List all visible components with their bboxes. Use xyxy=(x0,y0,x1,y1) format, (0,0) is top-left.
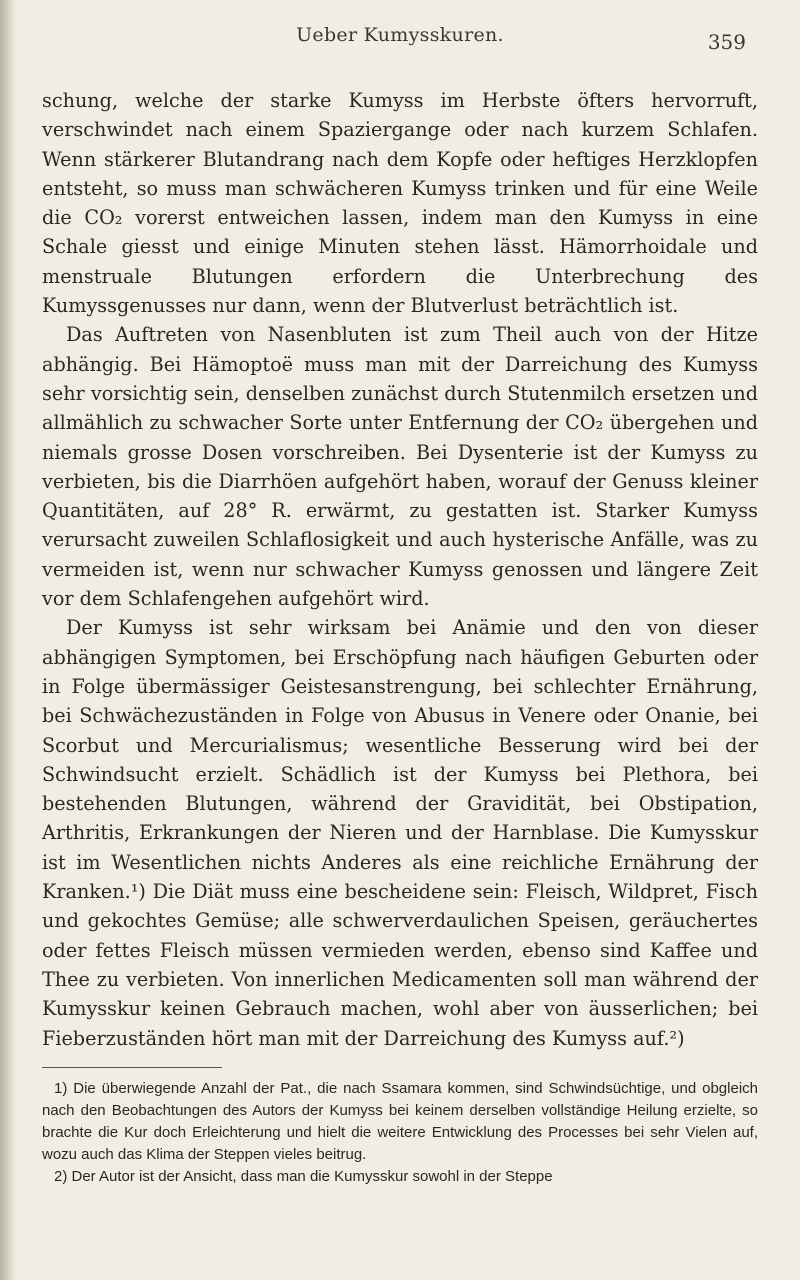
running-head xyxy=(42,24,758,64)
body-text xyxy=(42,86,758,1053)
book-page xyxy=(42,24,758,1188)
footnotes xyxy=(42,1078,758,1188)
footnote-2: 2) Der Autor ist der Ansicht, dass man die Kumysskur sowohl in der Steppe xyxy=(54,1167,553,1185)
paragraph-1: schung, welche der starke Kumyss im Herbste öfters hervorruft, verschwindet nach einem Spaziergange oder nach kurzem Schlafen. Wenn stärkerer Blutandrang nach dem Kopfe oder heftiges Herzklopfen entsteht, so muss man schwächeren Kumyss trinken und für eine Weile die CO₂ vorerst entweichen lassen, indem man den Kumyss in eine Schale giesst und einige Minuten stehen lässt. Hämorrhoidale und menstruale Blutungen erfordern die Unterbrechung des Kumyssgenusses nur dann, wenn der Blutverlust beträchtlich ist. xyxy=(42,89,758,318)
paragraph-3: Der Kumyss ist sehr wirksam bei Anämie und den von dieser abhängigen Symptomen, bei Erschöpfung nach häufigen Geburten oder in Folge übermässiger Geistesanstrengung, bei schlechter Ernährung, bei Schwächezuständen in Folge von Abusus in Venere oder Onanie, bei Scorbut und Mercurialismus; wesentliche Besserung wird bei der Schwindsucht erzielt. Schädlich ist der Kumyss bei Plethora, bei bestehenden Blutungen, während der Gravidität, bei Obstipation, Arthritis, Erkrankungen der Nieren und der Harnblase. Die Kumysskur ist im Wesentlichen nichts Anderes als eine reichliche Ernährung der Kranken.¹) Die Diät muss eine bescheidene sein: Fleisch, Wildpret, Fisch und gekochtes Gemüse; alle schwerverdaulichen Speisen, geräuchertes oder fettes Fleisch müssen vermieden werden, ebenso sind Kaffee und Thee zu verbieten. Von innerlichen Medicamenten soll man während der Kumysskur keinen Gebrauch machen, wohl aber von äusserlichen; bei Fieberzuständen hört man mit der Darreichung des Kumyss auf.²) xyxy=(42,616,758,1050)
footnote-rule xyxy=(42,1067,222,1068)
paragraph-2: Das Auftreten von Nasenbluten ist zum Theil auch von der Hitze abhängig. Bei Hämoptoë muss man mit der Darreichung des Kumyss sehr vorsichtig sein, denselben zunächst durch Stutenmilch ersetzen und allmählich zu schwacher Sorte unter Entfernung der CO₂ übergehen und niemals grosse Dosen vorschreiben. Bei Dysenterie ist der Kumyss zu verbieten, bis die Diarrhöen aufgehört haben, worauf der Genuss kleiner Quantitäten, auf 28° R. erwärmt, zu gestatten ist. Starker Kumyss verursacht zuweilen Schlaflosigkeit und auch hysterische Anfälle, was zu vermeiden ist, wenn nur schwacher Kumyss genossen und längere Zeit vor dem Schlafengehen aufgehört wird. xyxy=(42,323,758,611)
footnote-1: 1) Die überwiegende Anzahl der Pat., die nach Ssamara kommen, sind Schwindsüchtige, und obgleich nach den Beobachtungen des Autors der Kumyss bei keinem derselben vollständige Heilung erzielte, so brachte die Kur doch Erleichterung und hielt die weitere Entwicklung des Processes bei sehr Vielen auf, wozu auch das Klima der Steppen vieles beitrug. xyxy=(42,1079,758,1163)
page-number: 359 xyxy=(707,30,746,54)
running-title: Ueber Kumysskuren. xyxy=(296,24,504,46)
book-spine-shadow xyxy=(0,0,16,1280)
